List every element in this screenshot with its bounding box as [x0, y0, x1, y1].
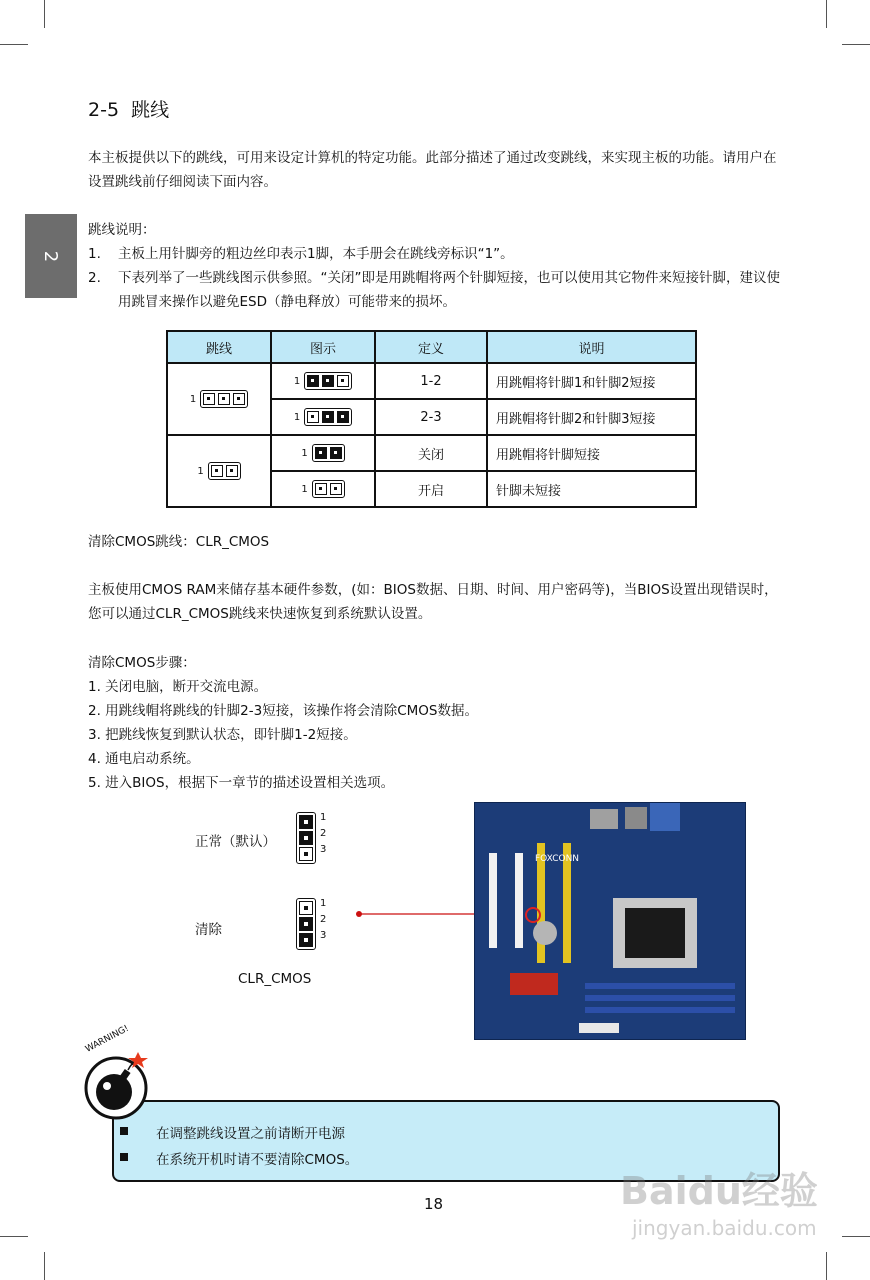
crop-mark: [842, 44, 870, 45]
step-item: 5. 进入BIOS，根据下一章节的描述设置相关选项。: [88, 775, 395, 791]
crop-mark: [0, 44, 28, 45]
jumper-name-label: CLR_CMOS: [238, 971, 312, 987]
jumper-setting-diagram: 1: [271, 363, 375, 399]
motherboard-photo: [474, 802, 746, 1040]
jumper-setting-diagram: 1: [271, 399, 375, 435]
jumper-setting-diagram: 1: [271, 435, 375, 471]
jumper-def: 2-3: [375, 399, 487, 435]
section-title: [88, 95, 169, 122]
col-header: 跳线: [167, 331, 271, 363]
crop-mark: [842, 1236, 870, 1237]
intro-paragraph: 本主板提供以下的跳线，可用来设定计算机的特定功能。此部分描述了通过改变跳线，来实现主板的功能。请用户在设置跳线前仔细阅读下面内容。: [88, 150, 777, 190]
step-item: 2. 用跳线帽将跳线的针脚2-3短接，该操作将会清除CMOS数据。: [88, 703, 478, 719]
page-number: 18: [424, 1195, 444, 1213]
crop-mark: [0, 1236, 28, 1237]
jumper-def: 开启: [375, 471, 487, 507]
crop-mark: [44, 0, 45, 28]
jumper-desc: 针脚未短接: [487, 471, 696, 507]
table-row: [167, 435, 696, 471]
jumper-2pin-diagram: 1: [167, 435, 271, 507]
clr-cmos-paragraph: 主板使用CMOS RAM来储存基本硬件参数，(如：BIOS数据、日期、时间、用户密码等)，当BIOS设置出现错误时，您可以通过CLR_CMOS跳线来快速恢复到系统默认设置。: [88, 582, 778, 622]
jumper-desc: 用跳帽将针脚1和针脚2短接: [487, 363, 696, 399]
jumper-notes: [88, 218, 784, 314]
normal-label: 正常（默认）: [195, 834, 276, 850]
col-header: 图示: [271, 331, 375, 363]
table-row: [167, 363, 696, 399]
warning-badge: WARNING!: [84, 1023, 131, 1055]
jumper-def: 1-2: [375, 363, 487, 399]
step-item: 4. 通电启动系统。: [88, 751, 200, 767]
step-item: 1. 关闭电脑，断开交流电源。: [88, 679, 268, 695]
clear-label: 清除: [195, 922, 222, 938]
watermark-logo: Baidu经验: [620, 1169, 818, 1213]
jumper-desc: 用跳帽将针脚短接: [487, 435, 696, 471]
crop-mark: [44, 1252, 45, 1280]
warning-item: 在系统开机时请不要清除CMOS。: [120, 1148, 358, 1168]
normal-jumper-diagram: 1 2 3: [296, 812, 326, 864]
warning-item: 在调整跳线设置之前请断开电源: [120, 1122, 358, 1142]
crop-mark: [826, 1252, 827, 1280]
col-header: 定义: [375, 331, 487, 363]
watermark-url: jingyan.baidu.com: [632, 1216, 817, 1240]
note-item: 1. 主板上用针脚旁的粗边丝印表示1脚，本手册会在跳线旁标识“1”。: [88, 246, 514, 262]
note-item: 2. 下表列举了一些跳线图示供参照。“关闭”即是用跳帽将两个针脚短接，也可以使用其它物件来短接针脚，建议使用跳冒来操作以避免ESD（静电释放）可能带来的损坏。: [88, 270, 780, 310]
clear-jumper-diagram: 1 2 3: [296, 898, 326, 950]
motherboard-illustration: [475, 803, 745, 1039]
notes-heading: 跳线说明：: [88, 222, 156, 238]
jumper-setting-diagram: 1: [271, 471, 375, 507]
clr-cmos-heading: 清除CMOS跳线：CLR_CMOS: [88, 534, 270, 550]
section-heading: 跳线: [131, 99, 170, 121]
jumper-3pin-diagram: 1: [167, 363, 271, 435]
col-header: 说明: [487, 331, 696, 363]
steps-heading: 清除CMOS步骤：: [88, 655, 196, 671]
clr-cmos-steps: [88, 651, 784, 795]
chapter-tab: [25, 214, 77, 298]
chapter-number: 2: [40, 250, 62, 262]
jumper-table: [166, 330, 697, 508]
section-number: 2-5: [88, 99, 120, 121]
jumper-def: 关闭: [375, 435, 487, 471]
crop-mark: [826, 0, 827, 28]
svg-text:FOXCONN: FOXCONN: [535, 854, 580, 864]
jumper-desc: 用跳帽将针脚2和针脚3短接: [487, 399, 696, 435]
step-item: 3. 把跳线恢复到默认状态，即针脚1-2短接。: [88, 727, 357, 743]
